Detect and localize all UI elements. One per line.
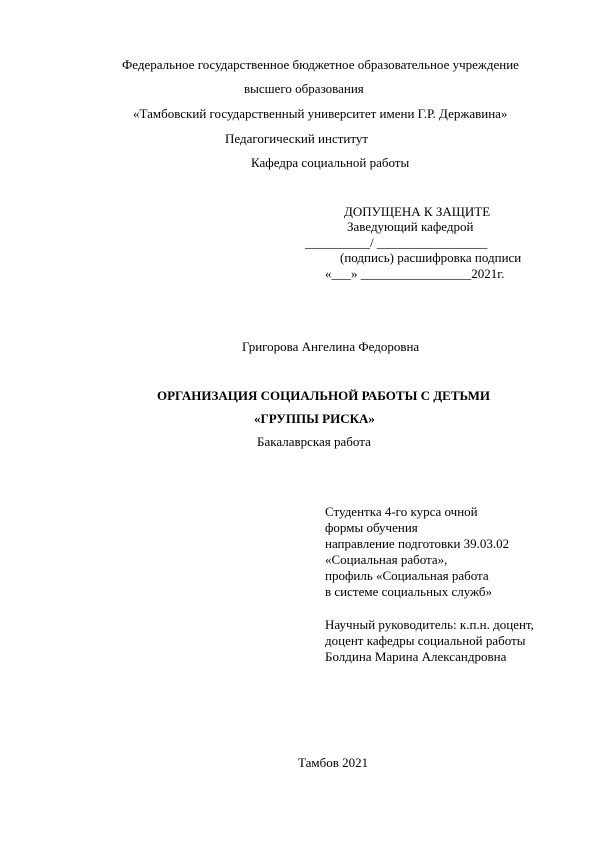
signature-caption: (подпись) расшифровка подписи [340, 250, 522, 265]
supervisor-line3: Болдина Марина Александровна [325, 649, 507, 664]
department-name: Кафедра социальной работы [251, 155, 410, 170]
institution-type: Федеральное государственное бюджетное образовательное учреждение [122, 57, 519, 72]
student-line1: Студентка 4-го курса очной [325, 504, 478, 519]
approval-title: ДОПУЩЕНА К ЗАЩИТЕ [344, 204, 491, 219]
approval-head: Заведующий кафедрой [347, 219, 474, 234]
approval-date-line: «___» _________________2021г. [325, 266, 505, 281]
work-title-line1: ОРГАНИЗАЦИЯ СОЦИАЛЬНОЙ РАБОТЫ С ДЕТЬМИ [157, 388, 490, 403]
student-line5: профиль «Социальная работа [325, 568, 489, 583]
author-name: Григорова Ангелина Федоровна [242, 339, 420, 354]
student-line2: формы обучения [325, 520, 418, 535]
city-year: Тамбов 2021 [298, 755, 369, 770]
student-line3: направление подготовки 39.03.02 [325, 536, 510, 551]
supervisor-line2: доцент кафедры социальной работы [325, 633, 526, 648]
student-line4: «Социальная работа», [325, 552, 448, 567]
work-title-line2: «ГРУППЫ РИСКА» [254, 411, 375, 426]
university-name: «Тамбовский государственный университет имени Г.Р. Державина» [133, 106, 508, 121]
supervisor-line1: Научный руководитель: к.п.н. доцент, [325, 617, 534, 632]
education-level: высшего образования [244, 81, 364, 96]
work-type: Бакалаврская работа [257, 434, 371, 449]
institute-name: Педагогический институт [225, 131, 369, 146]
signature-line: __________/ _________________ [305, 235, 488, 250]
student-line6: в системе социальных служб» [325, 584, 493, 599]
